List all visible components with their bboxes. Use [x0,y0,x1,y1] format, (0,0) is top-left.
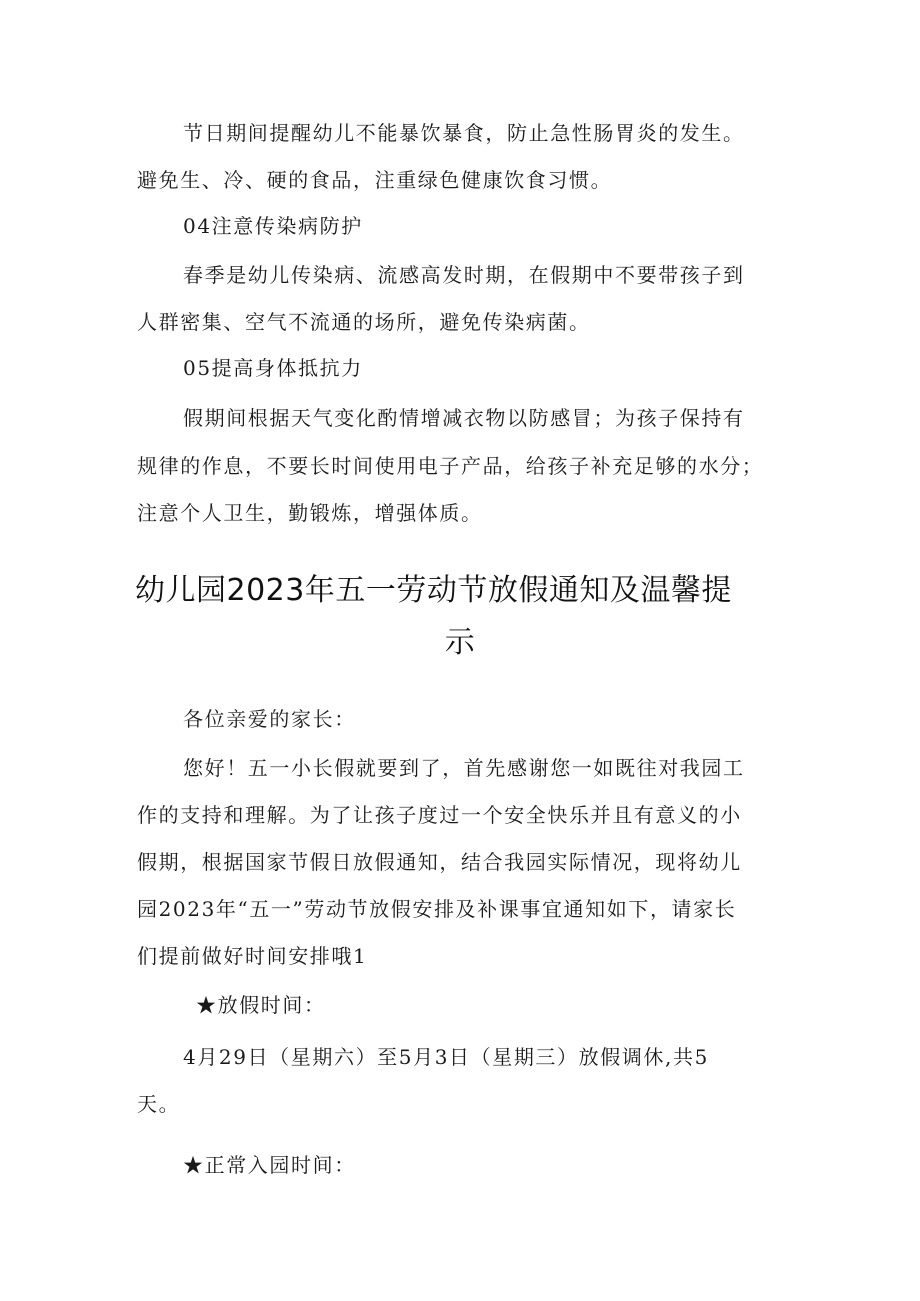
holiday-time-line-2: 天。 [137,1092,181,1116]
notice-title-line-1: 幼儿园2023年五一劳动节放假通知及温馨提 [135,573,732,608]
greeting: 各位亲爱的家长： [183,707,356,731]
paragraph-immunity-line-2: 规律的作息，不要长时间使用电子产品，给孩子补充足够的水分； [137,454,764,478]
holiday-time-line-1: 4月29日（星期六）至5月3日（星期三）放假调休,共5 [183,1045,709,1069]
notice-title-line-2: 示 [444,625,476,660]
heading-05: 05提高身体抵抗力 [183,356,363,380]
entry-time-heading: ★正常入园时间： [183,1153,356,1177]
paragraph-immunity-line-1: 假期间根据天气变化酌情增减衣物以防感冒；为孩子保持有 [183,406,745,430]
notice-body-line-2: 作的支持和理解。为了让孩子度过一个安全快乐并且有意义的小 [137,803,742,827]
notice-body-line-5: 们提前做好时间安排哦1 [137,944,368,968]
paragraph-diet-line-2: 避免生、冷、硬的食品，注重绿色健康饮食习惯。 [137,168,613,192]
paragraph-disease-line-2: 人群密集、空气不流通的场所，避免传染病菌。 [137,310,591,334]
paragraph-immunity-line-3: 注意个人卫生，勤锻炼，增强体质。 [137,501,483,525]
paragraph-disease-line-1: 春季是幼儿传染病、流感高发时期，在假期中不要带孩子到 [183,263,745,287]
paragraph-diet-line-1: 节日期间提醒幼儿不能暴饮暴食，防止急性肠胃炎的发生。 [183,121,745,145]
notice-body-line-1: 您好！五一小长假就要到了，首先感谢您一如既往对我园工 [183,756,745,780]
heading-04: 04注意传染病防护 [183,214,363,238]
holiday-time-heading: ★放假时间： [196,993,326,1017]
notice-body-line-4: 园2023年“五一”劳动节放假安排及补课事宜通知如下，请家长 [137,897,737,921]
notice-body-line-3: 假期，根据国家节假日放假通知，结合我园实际情况，现将幼儿 [137,850,742,874]
